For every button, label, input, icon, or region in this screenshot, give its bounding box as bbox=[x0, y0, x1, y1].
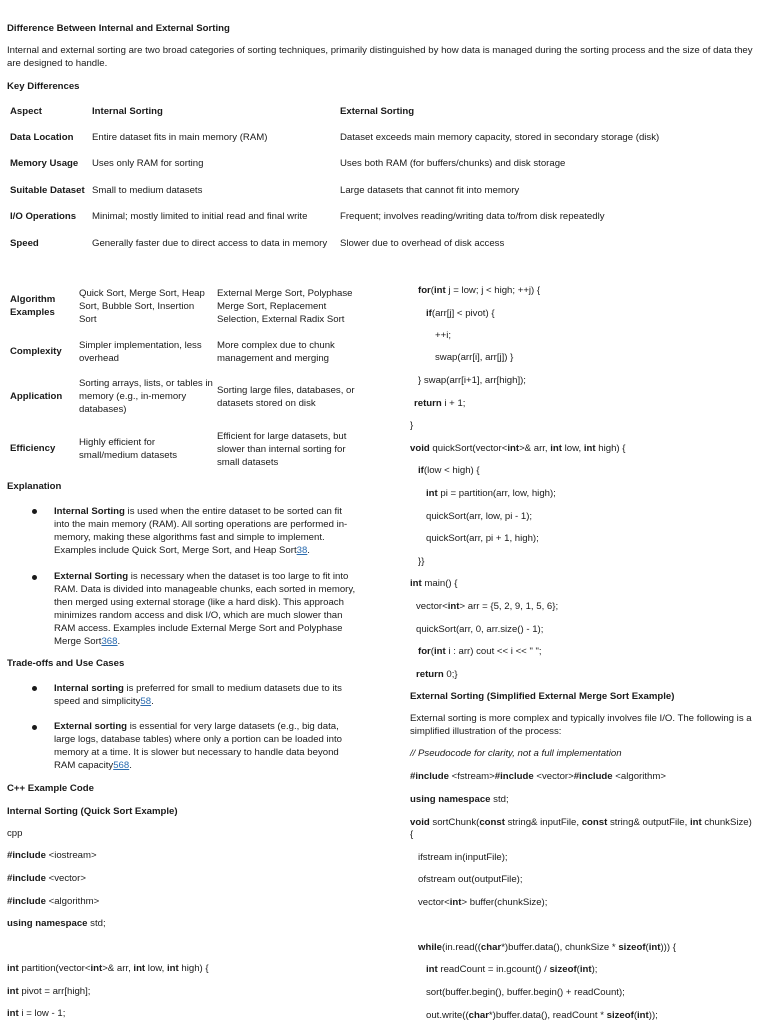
code-keyword: int bbox=[434, 646, 446, 657]
table-cell-aspect: I/O Operations bbox=[10, 211, 77, 222]
code-keyword: sizeof bbox=[606, 1010, 634, 1021]
code-text: main() { bbox=[421, 578, 458, 589]
code-text: j = low; j < high; ++j) { bbox=[445, 285, 541, 296]
code-text: ( bbox=[430, 646, 434, 657]
code-keyword: #include bbox=[494, 771, 534, 782]
code-line bbox=[414, 397, 465, 410]
code-line bbox=[418, 464, 480, 477]
bullet-icon bbox=[32, 686, 37, 691]
code-text: chunkSize) bbox=[701, 817, 752, 828]
table-cell-internal: Entire dataset fits in main memory (RAM) bbox=[92, 132, 268, 143]
code-text: readCount = in.gcount() / bbox=[437, 964, 550, 975]
code-line bbox=[426, 510, 532, 523]
code-line bbox=[418, 941, 676, 954]
code-line bbox=[410, 828, 413, 841]
code-keyword: int bbox=[449, 897, 462, 908]
code-line bbox=[410, 442, 625, 455]
code-text: partition(vector< bbox=[18, 963, 91, 974]
code-keyword: int bbox=[133, 963, 146, 974]
external-sort-heading: External Sorting (Simplified External Merge Sort Example) bbox=[410, 691, 675, 702]
code-text: ); bbox=[591, 964, 598, 975]
code-text: quickSort(arr, pi + 1, high); bbox=[426, 533, 539, 544]
code-text: ++i; bbox=[435, 330, 452, 341]
list-item bbox=[54, 505, 358, 557]
code-text: swap(arr[i], arr[j]) } bbox=[435, 352, 514, 363]
code-text: ifstream in(inputFile); bbox=[418, 852, 508, 863]
citation-link[interactable]: 568 bbox=[113, 760, 130, 771]
table-cell-external: Dataset exceeds main memory capacity, stored in secondary storage (disk) bbox=[340, 132, 660, 143]
code-line bbox=[7, 895, 99, 908]
table-cell-aspect: Data Location bbox=[10, 132, 74, 143]
code-keyword: int bbox=[579, 964, 592, 975]
code-text: ))) { bbox=[660, 942, 676, 953]
bullet-text: is used when the entire dataset to be sorted can fit into the main memory (RAM). All sorting operations are performed in-memory, making these algorithms fast and simple to implement. Examples include Quick Sort, Merge Sort, and Heap Sort bbox=[54, 506, 348, 556]
external-sort-intro: External sorting is more complex and typically involves file I/O. The following is a simplified illustration of the process: bbox=[410, 713, 752, 737]
code-text: string& outputFile, bbox=[607, 817, 690, 828]
table-header-internal: Internal Sorting bbox=[92, 106, 163, 117]
code-keyword: char bbox=[468, 1010, 489, 1021]
table-cell-aspect: Speed bbox=[10, 238, 39, 249]
table-cell-internal: Small to medium datasets bbox=[92, 185, 203, 196]
code-keyword: char bbox=[480, 942, 502, 953]
table-cell-aspect: Complexity bbox=[10, 346, 62, 357]
bullet-tail: . bbox=[129, 760, 132, 771]
explanation-heading: Explanation bbox=[7, 481, 62, 492]
code-text: > buffer(chunkSize); bbox=[461, 897, 548, 908]
table-cell-internal: Simpler implementation, less overhead bbox=[79, 340, 202, 364]
code-line bbox=[416, 600, 558, 613]
citation-link[interactable]: 368 bbox=[101, 636, 118, 647]
table-cell-external: Efficient for large datasets, but slower than internal sorting for small datasets bbox=[217, 431, 347, 468]
code-text: (low < high) { bbox=[423, 465, 480, 476]
table-header-external: External Sorting bbox=[340, 106, 415, 117]
code-line bbox=[7, 872, 86, 885]
tradeoffs-heading: Trade-offs and Use Cases bbox=[7, 658, 125, 669]
code-keyword: int bbox=[90, 963, 103, 974]
code-line bbox=[418, 896, 547, 909]
key-differences-heading: Key Differences bbox=[7, 81, 80, 92]
code-line bbox=[418, 374, 526, 387]
code-text: ( bbox=[576, 964, 580, 975]
code-text: <fstream> bbox=[448, 771, 495, 782]
code-text: <vector> bbox=[533, 771, 574, 782]
pseudocode-comment: // Pseudocode for clarity, not a full implementation bbox=[410, 748, 622, 759]
code-text: (in.read(( bbox=[442, 942, 481, 953]
code-text: sortChunk( bbox=[429, 817, 480, 828]
code-keyword: for bbox=[418, 285, 431, 296]
quicksort-heading: Internal Sorting (Quick Sort Example) bbox=[7, 806, 178, 817]
code-keyword: int bbox=[426, 964, 438, 975]
code-text: <algorithm> bbox=[45, 896, 100, 907]
code-keyword: for bbox=[418, 646, 431, 657]
code-keyword: int bbox=[648, 942, 661, 953]
table-cell-aspect: Application bbox=[10, 391, 63, 402]
list-item bbox=[54, 682, 358, 708]
code-line bbox=[410, 816, 752, 829]
bullet-text: is necessary when the dataset is too large to fit into RAM. Data is divided into manageable chunks, each sorted in memory, then merged using external storage (like a hard disk). This approach minimizes random access and disk I/O, which are much slower than RAM access. Examples include External Merge Sort and Polyphase Merge Sort bbox=[54, 571, 356, 647]
code-keyword: int bbox=[167, 963, 179, 974]
bullet-tail: . bbox=[307, 545, 310, 556]
code-keyword: int bbox=[583, 443, 596, 454]
table-cell-aspect: Efficiency bbox=[10, 443, 56, 454]
code-keyword: int bbox=[410, 578, 422, 589]
table-cell-internal: Uses only RAM for sorting bbox=[92, 158, 204, 169]
code-text: i : arr) cout << i << " "; bbox=[445, 646, 542, 657]
code-text: low, bbox=[145, 963, 168, 974]
code-text: string& inputFile, bbox=[504, 817, 582, 828]
code-keyword: using namespace bbox=[410, 794, 491, 805]
bullet-icon bbox=[32, 509, 37, 514]
code-text: ( bbox=[430, 285, 434, 296]
code-line bbox=[410, 770, 666, 783]
code-keyword: sizeof bbox=[618, 942, 646, 953]
intro-paragraph: Internal and external sorting are two broad categories of sorting techniques, primarily distinguished by how data is managed during the sorting process and the size of data they are designed to handle. bbox=[7, 45, 753, 69]
code-keyword: int bbox=[507, 443, 520, 454]
code-keyword: int bbox=[7, 986, 19, 997]
code-line bbox=[435, 329, 451, 342]
code-line bbox=[426, 963, 597, 976]
code-line bbox=[435, 351, 513, 364]
table-cell-internal: Highly efficient for small/medium datasets bbox=[79, 437, 178, 461]
code-keyword: void bbox=[410, 443, 430, 454]
bullet-icon bbox=[32, 575, 37, 580]
table-cell-aspect: Memory Usage bbox=[10, 158, 79, 169]
code-text: <algorithm> bbox=[612, 771, 666, 782]
code-keyword: int bbox=[550, 443, 562, 454]
code-line bbox=[410, 577, 457, 590]
table-cell-aspect: Algorithm Examples bbox=[10, 294, 56, 318]
table-cell-external: Frequent; involves reading/writing data to/from disk repeatedly bbox=[340, 211, 605, 222]
code-text: i + 1; bbox=[441, 398, 466, 409]
code-keyword: int bbox=[434, 285, 446, 296]
code-text: (arr[j] < pivot) { bbox=[431, 308, 495, 319]
citation-link[interactable]: 38 bbox=[296, 545, 308, 556]
code-text: pi = partition(arr, low, high); bbox=[437, 488, 556, 499]
bullet-tail: . bbox=[151, 696, 154, 707]
table-cell-internal: Generally faster due to direct access to data in memory bbox=[92, 238, 328, 249]
table-cell-external: Large datasets that cannot fit into memory bbox=[340, 185, 520, 196]
code-line bbox=[410, 793, 509, 806]
citation-link[interactable]: 58 bbox=[140, 696, 152, 707]
table-cell-aspect: Suitable Dataset bbox=[10, 185, 85, 196]
code-text: } swap(arr[i+1], arr[high]); bbox=[418, 375, 526, 386]
code-text: <iostream> bbox=[45, 850, 97, 861]
code-text: quickSort(arr, 0, arr.size() - 1); bbox=[416, 624, 544, 635]
code-keyword: int bbox=[426, 488, 438, 499]
code-keyword: int bbox=[7, 1008, 19, 1019]
code-line bbox=[7, 985, 90, 998]
code-keyword: void bbox=[410, 817, 430, 828]
code-text: }} bbox=[418, 556, 425, 567]
code-keyword: int bbox=[689, 817, 702, 828]
code-line bbox=[7, 917, 106, 930]
code-text: > arr = {5, 2, 9, 1, 5, 6}; bbox=[459, 601, 559, 612]
code-text: high) { bbox=[178, 963, 209, 974]
table-cell-internal: Minimal; mostly limited to initial read and final write bbox=[92, 211, 308, 222]
table-cell-external: Uses both RAM (for buffers/chunks) and disk storage bbox=[340, 158, 566, 169]
code-text: ( bbox=[645, 942, 649, 953]
code-line bbox=[418, 873, 523, 886]
code-line bbox=[426, 307, 495, 320]
code-line bbox=[410, 419, 413, 432]
code-keyword: int bbox=[637, 1010, 649, 1021]
code-text: >& arr, bbox=[519, 443, 551, 454]
table-cell-external: Slower due to overhead of disk access bbox=[340, 238, 505, 249]
table-cell-external: More complex due to chunk management and merging bbox=[217, 340, 335, 364]
code-keyword: #include bbox=[7, 850, 46, 861]
code-keyword: while bbox=[418, 942, 442, 953]
bullet-term: External Sorting bbox=[54, 571, 129, 582]
code-text: ofstream out(outputFile); bbox=[418, 874, 523, 885]
code-line bbox=[418, 555, 424, 568]
bullet-icon bbox=[32, 725, 37, 730]
code-keyword: const bbox=[581, 817, 608, 828]
bullet-text: is preferred for small to medium datasets due to its speed and simplicity bbox=[54, 683, 342, 707]
code-line bbox=[418, 851, 508, 864]
code-keyword: int bbox=[7, 963, 19, 974]
page-title: Difference Between Internal and External Sorting bbox=[7, 23, 230, 34]
code-keyword: #include bbox=[410, 771, 449, 782]
code-text: *)buffer.data(), readCount * bbox=[488, 1010, 607, 1021]
code-keyword: return bbox=[414, 398, 442, 409]
table-cell-internal: Sorting arrays, lists, or tables in memory (e.g., in-memory databases) bbox=[79, 378, 213, 415]
code-keyword: using namespace bbox=[7, 918, 88, 929]
bullet-term: Internal sorting bbox=[54, 683, 124, 694]
code-text: quickSort(vector< bbox=[429, 443, 508, 454]
code-line bbox=[7, 962, 209, 975]
code-language-label: cpp bbox=[7, 828, 23, 839]
code-line bbox=[416, 623, 543, 636]
table-cell-external: Sorting large files, databases, or datasets stored on disk bbox=[217, 385, 355, 409]
code-text: >& arr, bbox=[102, 963, 134, 974]
code-line bbox=[426, 532, 539, 545]
bullet-term: Internal Sorting bbox=[54, 506, 125, 517]
code-line bbox=[426, 487, 556, 500]
code-text: vector< bbox=[418, 897, 450, 908]
code-text: } bbox=[410, 420, 414, 431]
code-line bbox=[7, 1007, 65, 1020]
code-text: out.write(( bbox=[426, 1010, 469, 1021]
code-keyword: if bbox=[418, 465, 424, 476]
bullet-tail: . bbox=[117, 636, 121, 647]
code-keyword: const bbox=[479, 817, 505, 828]
table-cell-external: External Merge Sort, Polyphase Merge Sort, Replacement Selection, External Radix Sort bbox=[217, 288, 353, 325]
table-cell-internal: Quick Sort, Merge Sort, Heap Sort, Bubble Sort, Insertion Sort bbox=[79, 288, 205, 325]
code-text: std; bbox=[87, 918, 106, 929]
code-line bbox=[7, 849, 97, 862]
code-text: std; bbox=[490, 794, 509, 805]
bullet-term: External sorting bbox=[54, 721, 128, 732]
code-line bbox=[426, 1009, 658, 1022]
list-item bbox=[54, 570, 358, 648]
code-text: low, bbox=[562, 443, 584, 454]
code-text: vector< bbox=[416, 601, 448, 612]
code-text: sort(buffer.begin(), buffer.begin() + readCount); bbox=[426, 987, 625, 998]
code-text: high) { bbox=[595, 443, 626, 454]
code-text: ( bbox=[633, 1010, 638, 1021]
code-keyword: sizeof bbox=[549, 964, 577, 975]
code-line bbox=[416, 668, 458, 681]
code-keyword: if bbox=[426, 308, 432, 319]
cpp-heading: C++ Example Code bbox=[7, 783, 94, 794]
code-keyword: int bbox=[447, 601, 460, 612]
code-line bbox=[418, 645, 542, 658]
code-text: { bbox=[410, 829, 414, 840]
table-header-aspect: Aspect bbox=[10, 106, 42, 117]
code-text: pivot = arr[high]; bbox=[18, 986, 91, 997]
code-text: )); bbox=[648, 1010, 658, 1021]
code-keyword: #include bbox=[573, 771, 613, 782]
code-keyword: #include bbox=[7, 873, 46, 884]
code-text: <vector> bbox=[45, 873, 86, 884]
bullet-text: is essential for very large datasets (e.g., big data, large logs, database tables) where only a portion can be loaded into memory at a time. It is slower but necessary to handle data beyond RAM capacity bbox=[54, 721, 343, 771]
code-text: *)buffer.data(), chunkSize * bbox=[501, 942, 619, 953]
code-keyword: return bbox=[416, 669, 444, 680]
code-line bbox=[426, 986, 625, 999]
code-text: quickSort(arr, low, pi - 1); bbox=[426, 511, 533, 522]
list-item bbox=[54, 720, 358, 772]
code-text: 0;} bbox=[443, 669, 458, 680]
code-keyword: #include bbox=[7, 896, 46, 907]
code-text: i = low - 1; bbox=[18, 1008, 66, 1019]
code-line bbox=[418, 284, 540, 297]
